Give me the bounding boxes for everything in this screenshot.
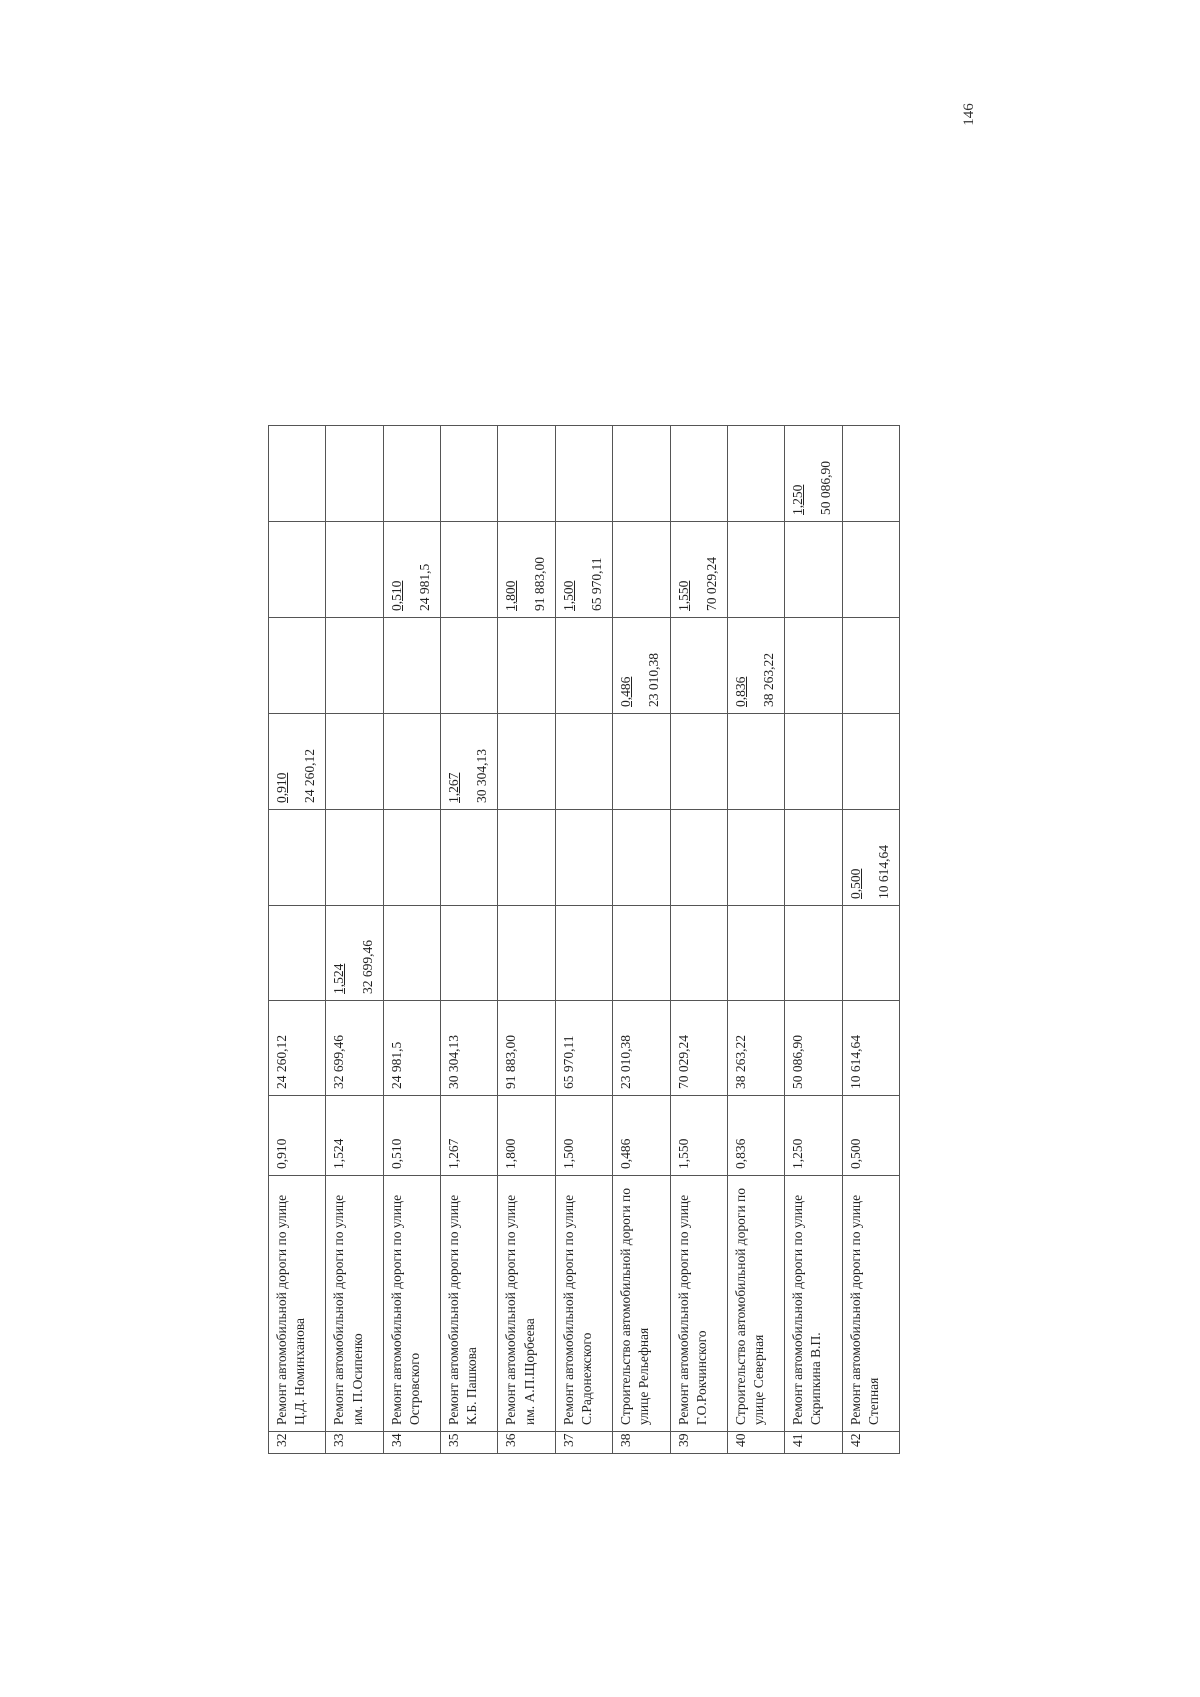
year-cost: 23 010,38	[646, 653, 662, 707]
table-row	[383, 243, 440, 1454]
year-cell	[441, 522, 498, 618]
year-value	[732, 624, 778, 707]
row-number: 41	[785, 1432, 842, 1454]
year-cell	[727, 618, 784, 714]
year-value	[445, 720, 491, 803]
row-number: 34	[383, 1432, 440, 1454]
year-cell	[842, 810, 899, 906]
year-cell	[498, 618, 555, 714]
length-km: 0,836	[727, 1096, 784, 1176]
year-cell	[613, 618, 670, 714]
object-name: Ремонт автомобильной дороги по улице им. А.П.Щорбеева	[498, 1176, 555, 1432]
year-cost: 70 029,24	[703, 557, 719, 611]
object-name: Ремонт автомобильной дороги по улице Скрипкина В.П.	[785, 1176, 842, 1432]
table-row	[670, 243, 727, 1454]
year-cell	[785, 522, 842, 618]
year-cell	[269, 522, 326, 618]
year-cell	[555, 714, 612, 810]
year-cell	[613, 426, 670, 522]
year-cell	[441, 426, 498, 522]
year-cell	[498, 810, 555, 906]
year-cell	[326, 522, 383, 618]
year-cell	[785, 426, 842, 522]
row-number: 38	[613, 1432, 670, 1454]
object-name: Ремонт автомобильной дороги по улице Ц.Д. Номинханова	[269, 1176, 326, 1432]
object-name: Ремонт автомобильной дороги по улице Г.О.Рокчинского	[670, 1176, 727, 1432]
year-cost: 24 260,12	[302, 749, 318, 803]
year-length: 0,910	[274, 772, 289, 803]
year-length: 1,267	[446, 772, 462, 803]
object-name: Строительство автомобильной дороги по улице Рельефная	[613, 1176, 670, 1432]
year-cell	[498, 522, 555, 618]
year-cell	[326, 426, 383, 522]
year-cell	[842, 906, 899, 1001]
year-cell	[842, 714, 899, 810]
table-row	[498, 243, 555, 1454]
year-cell	[670, 810, 727, 906]
object-name: Ремонт автомобильной дороги по улице С.Радонежского	[555, 1176, 612, 1432]
year-cell	[785, 714, 842, 810]
year-cell	[383, 714, 440, 810]
year-cost: 32 699,46	[359, 940, 375, 994]
year-cell	[670, 618, 727, 714]
total-cost: 32 699,46	[326, 1001, 383, 1096]
year-length: 0,500	[847, 868, 863, 899]
length-km: 1,267	[441, 1096, 498, 1176]
year-cost: 50 086,90	[818, 461, 834, 515]
object-name: Ремонт автомобильной дороги по улице им. П.Осипенко	[326, 1176, 383, 1432]
rotated-table-container	[268, 242, 900, 1454]
object-name: Ремонт автомобильной дороги по улице К.Б. Пашкова	[441, 1176, 498, 1432]
year-cell	[269, 714, 326, 810]
table-row	[613, 243, 670, 1454]
year-cell	[269, 906, 326, 1001]
year-cell	[727, 426, 784, 522]
year-cell	[498, 906, 555, 1001]
year-value	[388, 528, 434, 611]
year-cell	[842, 426, 899, 522]
year-cell	[670, 906, 727, 1001]
length-km: 1,550	[670, 1096, 727, 1176]
year-cost: 30 304,13	[474, 749, 490, 803]
length-km: 1,500	[555, 1096, 612, 1176]
year-length: 1,800	[503, 580, 519, 611]
year-cell	[785, 810, 842, 906]
table-row	[326, 243, 383, 1454]
table-body	[269, 243, 900, 1454]
year-cell	[670, 522, 727, 618]
length-km: 0,510	[383, 1096, 440, 1176]
year-cell	[383, 426, 440, 522]
table-row	[269, 243, 326, 1454]
year-cost: 65 970,11	[589, 557, 605, 611]
object-name: Ремонт автомобильной дороги по улице Степная	[842, 1176, 899, 1432]
year-cost: 38 263,22	[761, 653, 777, 707]
year-value	[560, 528, 606, 611]
row-number: 40	[727, 1432, 784, 1454]
year-cell	[269, 810, 326, 906]
year-length: 0,486	[618, 676, 634, 707]
year-value	[617, 624, 663, 707]
year-value	[789, 432, 835, 515]
year-value	[330, 912, 376, 994]
year-length: 0,836	[732, 676, 748, 707]
year-cell	[670, 714, 727, 810]
total-cost: 70 029,24	[670, 1001, 727, 1096]
year-cell	[785, 618, 842, 714]
year-cell	[441, 714, 498, 810]
total-cost: 30 304,13	[441, 1001, 498, 1096]
table-row	[785, 243, 842, 1454]
total-cost: 38 263,22	[727, 1001, 784, 1096]
year-cell	[498, 714, 555, 810]
year-cell	[727, 810, 784, 906]
year-cell	[670, 426, 727, 522]
year-value	[675, 528, 721, 611]
year-cell	[555, 810, 612, 906]
year-cell	[842, 618, 899, 714]
year-cell	[441, 618, 498, 714]
row-number: 36	[498, 1432, 555, 1454]
year-cell	[842, 522, 899, 618]
row-number: 33	[326, 1432, 383, 1454]
row-number: 42	[842, 1432, 899, 1454]
year-cell	[785, 906, 842, 1001]
year-cell	[555, 426, 612, 522]
year-cell	[727, 714, 784, 810]
table-row	[555, 243, 612, 1454]
total-cost: 24 981,5	[383, 1001, 440, 1096]
table-row	[441, 243, 498, 1454]
year-cost: 91 883,00	[531, 557, 547, 611]
road-works-table	[268, 242, 900, 1454]
year-cell	[441, 810, 498, 906]
row-number: 37	[555, 1432, 612, 1454]
year-value	[847, 816, 893, 899]
year-cell	[441, 906, 498, 1001]
year-length: 1,550	[675, 580, 691, 611]
year-cell	[383, 906, 440, 1001]
row-number: 35	[441, 1432, 498, 1454]
year-cell	[326, 906, 383, 1001]
year-cell	[326, 618, 383, 714]
year-length: 1,500	[560, 580, 576, 611]
year-cell	[269, 426, 326, 522]
length-km: 0,500	[842, 1096, 899, 1176]
total-cost: 23 010,38	[613, 1001, 670, 1096]
year-length: 1,250	[790, 484, 806, 515]
year-cell	[613, 810, 670, 906]
year-cell	[613, 906, 670, 1001]
row-number: 32	[269, 1432, 326, 1454]
row-number: 39	[670, 1432, 727, 1454]
total-cost: 50 086,90	[785, 1001, 842, 1096]
year-cell	[269, 618, 326, 714]
year-cell	[555, 522, 612, 618]
total-cost: 10 614,64	[842, 1001, 899, 1096]
year-cell	[727, 522, 784, 618]
year-cell	[498, 426, 555, 522]
table-row	[727, 243, 784, 1454]
year-cell	[383, 522, 440, 618]
year-cell	[383, 618, 440, 714]
length-km: 1,800	[498, 1096, 555, 1176]
year-cost: 24 981,5	[416, 563, 432, 611]
year-cost: 10 614,64	[875, 845, 891, 899]
year-length: 1,524	[331, 963, 347, 994]
length-km: 1,524	[326, 1096, 383, 1176]
object-name: Ремонт автомобильной дороги по улице Островского	[383, 1176, 440, 1432]
length-km: 0,486	[613, 1096, 670, 1176]
year-cell	[613, 522, 670, 618]
year-cell	[555, 618, 612, 714]
year-cell	[326, 810, 383, 906]
year-value	[273, 720, 319, 803]
year-cell	[613, 714, 670, 810]
object-name: Строительство автомобильной дороги по улице Северная	[727, 1176, 784, 1432]
total-cost: 91 883,00	[498, 1001, 555, 1096]
total-cost: 24 260,12	[269, 1001, 326, 1096]
length-km: 1,250	[785, 1096, 842, 1176]
year-cell	[383, 810, 440, 906]
year-value	[502, 528, 548, 611]
year-length: 0,510	[388, 580, 404, 611]
table-row	[842, 243, 899, 1454]
year-cell	[326, 714, 383, 810]
length-km: 0,910	[269, 1096, 326, 1176]
total-cost: 65 970,11	[555, 1001, 612, 1096]
page-number: 146	[960, 103, 977, 126]
year-cell	[727, 906, 784, 1001]
year-cell	[555, 906, 612, 1001]
